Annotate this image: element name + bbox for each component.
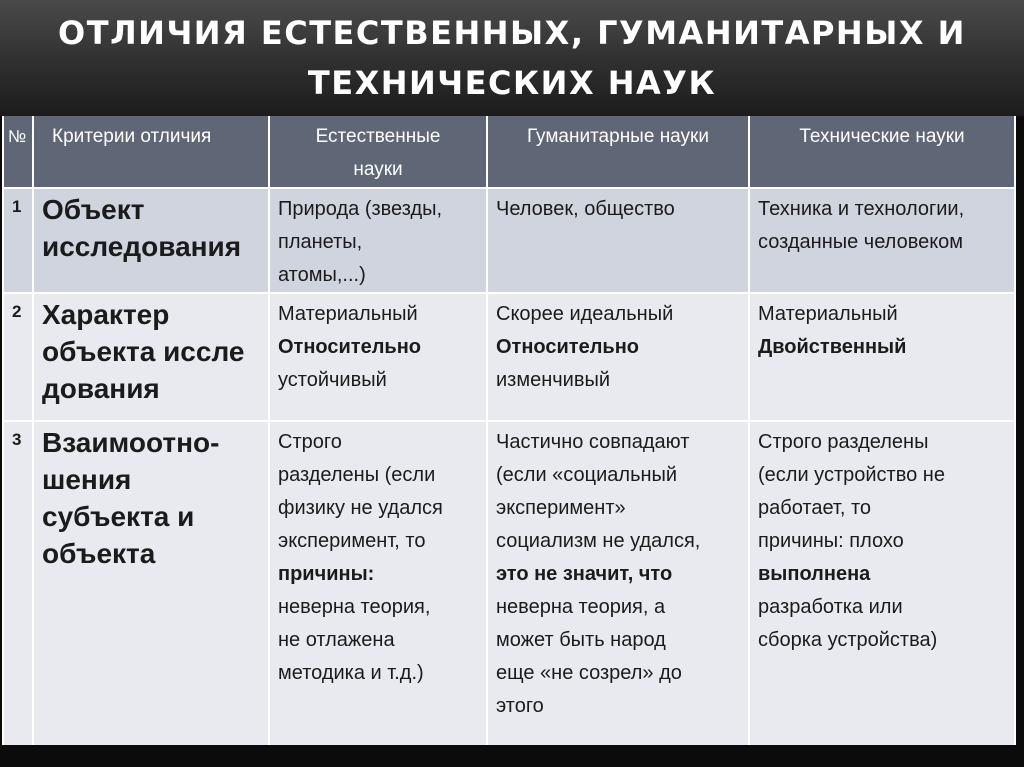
cell-line: Человек, общество <box>496 198 675 220</box>
cell-line: Материальный <box>758 303 898 325</box>
header-technical-sciences: Технические науки <box>749 116 1015 188</box>
cell-line: социализм не удался, <box>496 530 701 552</box>
cell-line: может быть народ <box>496 629 666 651</box>
cell-line: не отлажена <box>278 629 395 651</box>
cell-line: работает, то <box>758 497 872 519</box>
cell-line: устойчивый <box>278 369 387 391</box>
technical-cell <box>749 293 1015 421</box>
cell-line: Материальный <box>278 303 418 325</box>
cell-line: это не значит, что <box>496 563 673 585</box>
comparison-table <box>2 116 1016 745</box>
cell-line: Относительно <box>496 336 640 358</box>
cell-line: Двойственный <box>758 336 907 358</box>
cell-line: Природа (звезды, <box>278 198 443 220</box>
cell-line: этого <box>496 695 544 717</box>
humanities-cell <box>487 188 749 293</box>
cell-line: атомы,...) <box>278 264 366 286</box>
cell-line: физику не удался <box>278 497 443 519</box>
criteria-line: Характер <box>42 299 170 330</box>
cell-line: Скорее идеальный <box>496 303 674 325</box>
cell-line: планеты, <box>278 231 363 253</box>
header-humanities: Гуманитарные науки <box>487 116 749 188</box>
row-number: 3 <box>3 421 33 745</box>
cell-line: еще «не созрел» до <box>496 662 682 684</box>
cell-line: неверна теория, а <box>496 596 666 618</box>
technical-cell <box>749 188 1015 293</box>
header-natural-sciences <box>269 116 487 188</box>
row-number: 2 <box>3 293 33 421</box>
criteria-line: субъекта и <box>42 501 195 532</box>
criteria-line: Взаимоотно- <box>42 427 220 458</box>
cell-line: причины: плохо <box>758 530 904 552</box>
humanities-cell <box>487 293 749 421</box>
criteria-line: дования <box>42 373 160 404</box>
cell-line: Техника и технологии, <box>758 198 965 220</box>
header-natural-line: Естественные <box>315 126 441 147</box>
title-band <box>0 0 1024 116</box>
table-row <box>3 188 1015 293</box>
criteria-cell <box>33 293 269 421</box>
slide-title-line-1: ОТЛИЧИЯ ЕСТЕСТВЕННЫХ, ГУМАНИТАРНЫХ И <box>58 14 966 52</box>
header-natural-line: науки <box>353 159 403 180</box>
cell-line: методика и т.д.) <box>278 662 424 684</box>
technical-cell <box>749 421 1015 745</box>
cell-line: разработка или <box>758 596 903 618</box>
cell-line: Строго <box>278 431 342 453</box>
cell-line: неверна теория, <box>278 596 431 618</box>
criteria-line: шения <box>42 464 132 495</box>
criteria-cell <box>33 188 269 293</box>
natural-cell <box>269 293 487 421</box>
criteria-line: объекта <box>42 538 156 569</box>
cell-line: изменчивый <box>496 369 611 391</box>
natural-cell <box>269 421 487 745</box>
criteria-line: Объект <box>42 194 145 225</box>
criteria-cell <box>33 421 269 745</box>
cell-line: Строго разделены <box>758 431 929 453</box>
row-number: 1 <box>3 188 33 293</box>
cell-line: созданные человеком <box>758 231 964 253</box>
criteria-line: объекта иссле <box>42 336 245 367</box>
cell-line: разделены (если <box>278 464 436 486</box>
table-header-row <box>3 116 1015 188</box>
header-criteria: Критерии отличия <box>33 116 269 188</box>
cell-line: Частично совпадают <box>496 431 690 453</box>
cell-line: эксперимент» <box>496 497 626 519</box>
cell-line: выполнена <box>758 563 871 585</box>
cell-line: (если «социальный <box>496 464 678 486</box>
criteria-line: исследования <box>42 231 242 262</box>
header-number: № <box>3 116 33 188</box>
slide-title-line-2: ТЕХНИЧЕСКИХ НАУК <box>307 64 717 102</box>
cell-line: (если устройство не <box>758 464 945 486</box>
cell-line: причины: <box>278 563 375 585</box>
natural-cell <box>269 188 487 293</box>
humanities-cell <box>487 421 749 745</box>
table-row <box>3 421 1015 745</box>
table-row <box>3 293 1015 421</box>
cell-line: сборка устройства) <box>758 629 938 651</box>
cell-line: эксперимент, то <box>278 530 426 552</box>
cell-line: Относительно <box>278 336 422 358</box>
